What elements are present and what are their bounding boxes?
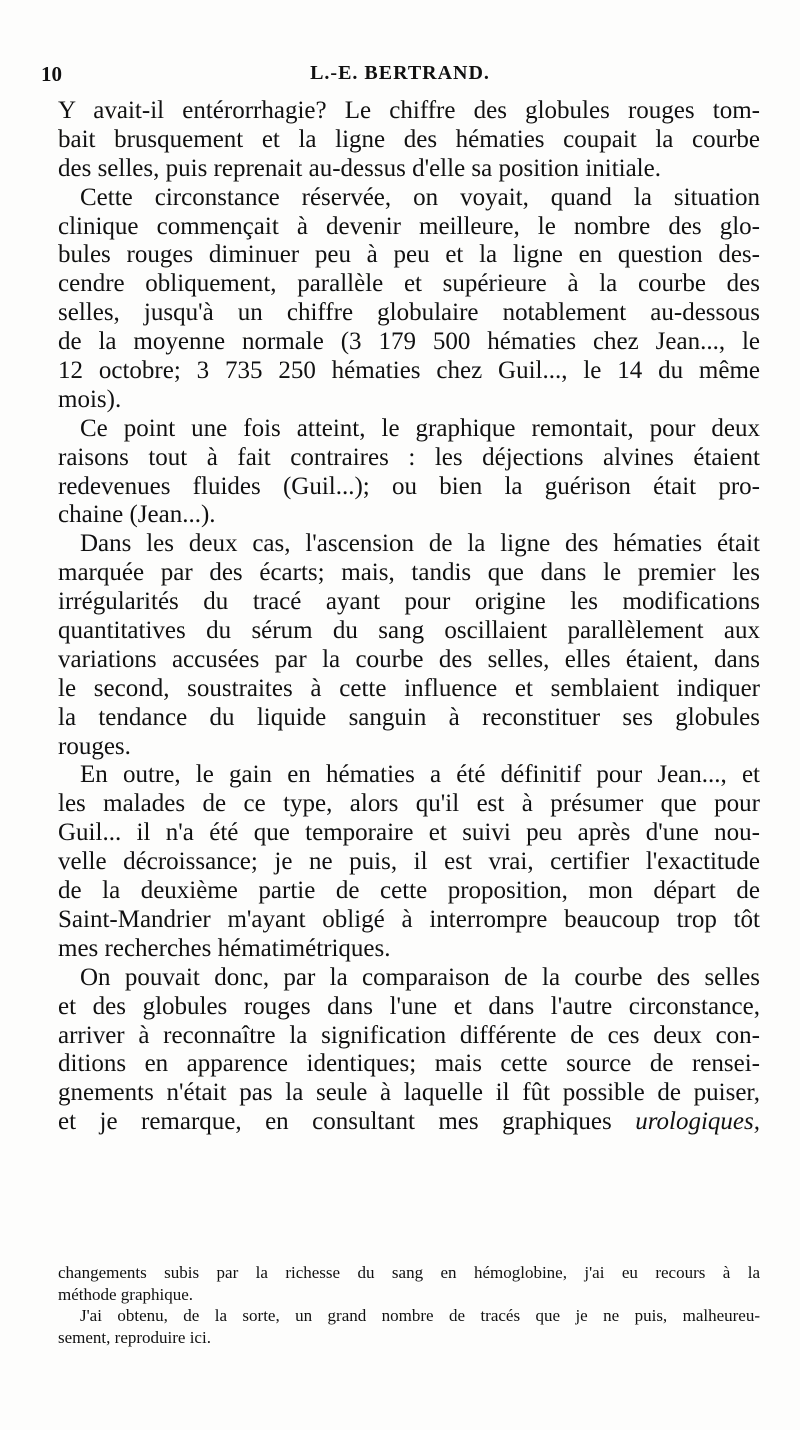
text-line: chaine (Jean...). (58, 501, 216, 529)
footnote-line: méthode graphique. (58, 1284, 194, 1304)
running-head: L.-E. BERTRAND. (310, 62, 490, 84)
text-line: irrégularités du tracé ayant pour origine les modifications (58, 588, 760, 616)
text-line: les malades de ce type, alors qu'il est à présumer que pour (58, 790, 760, 818)
text-line: selles, jusqu'à un chiffre globulaire notablement au-dessous (58, 299, 760, 327)
footnote-line: sement, reproduire ici. (58, 1327, 211, 1347)
text-line: cendre obliquement, parallèle et supérieure à la courbe des (58, 270, 760, 298)
body-text (58, 97, 760, 1137)
text-line: Guil... il n'a été que temporaire et suivi peu après d'une nou- (58, 819, 760, 847)
page-number: 10 (41, 62, 62, 86)
text-line: Cette circonstance réservée, on voyait, quand la situation (80, 183, 760, 211)
text-line: Ce point une fois atteint, le graphique remontait, pour deux (80, 414, 760, 442)
text-line: des selles, puis reprenait au-dessus d'elle sa position initiale. (58, 154, 661, 182)
text-line: la tendance du liquide sanguin à reconstituer ses globules (58, 703, 760, 731)
text-line: bules rouges diminuer peu à peu et la ligne en question des- (58, 241, 760, 269)
text-line: marquée par des écarts; mais, tandis que dans le premier les (58, 559, 760, 587)
text-line: variations accusées par la courbe des selles, elles étaient, dans (58, 645, 760, 673)
text-line: clinique commençait à devenir meilleure, le nombre des glo- (58, 212, 760, 240)
text-line: raisons tout à fait contraires : les déjections alvines étaient (58, 443, 760, 471)
text-line: velle décroissance; je ne puis, il est vrai, certifier l'exactitude (58, 848, 760, 876)
footnotes (58, 1262, 760, 1348)
text-line: quantitatives du sérum du sang oscillaient parallèlement aux (58, 617, 760, 645)
text-line: arriver à reconnaître la signification différente de ces deux con- (58, 1021, 760, 1049)
text-line: gnements n'était pas la seule à laquelle il fût possible de puiser, (58, 1079, 760, 1107)
text-line: Saint-Mandrier m'ayant obligé à interrompre beaucoup trop tôt (58, 905, 760, 933)
text-line: mois). (58, 385, 122, 413)
text-line: mes recherches hématimétriques. (58, 934, 391, 962)
text-line: En outre, le gain en hématies a été définitif pour Jean..., et (80, 761, 760, 789)
footnote-line: J'ai obtenu, de la sorte, un grand nombre de tracés que je ne puis, malheureu- (80, 1306, 760, 1325)
footnote-line: changements subis par la richesse du sang en hémoglobine, j'ai eu recours à la (58, 1263, 760, 1282)
text-line: redevenues fluides (Guil...); ou bien la guérison était pro- (58, 472, 760, 500)
text-line: Dans les deux cas, l'ascension de la ligne des hématies était (80, 530, 760, 558)
text-line: 12 octobre; 3 735 250 hématies chez Guil..., le 14 du même (58, 357, 760, 385)
text-line: et des globules rouges dans l'une et dans l'autre circonstance, (58, 992, 760, 1020)
text-line: rouges. (58, 732, 131, 760)
text-line: On pouvait donc, par la comparaison de la courbe des selles (80, 963, 760, 991)
text-line: le second, soustraites à cette influence et semblaient indiquer (58, 674, 760, 702)
text-line: Y avait-il entérorrhagie? Le chiffre des globules rouges tom- (58, 97, 760, 124)
text-line: et je remarque, en consultant mes graphiques urologiques, (58, 1108, 760, 1136)
text-line: bait brusquement et la ligne des hématies coupait la courbe (58, 125, 760, 153)
text-line: ditions en apparence identiques; mais cette source de rensei- (58, 1050, 760, 1078)
text-line: de la deuxième partie de cette proposition, mon départ de (58, 877, 760, 905)
text-line: de la moyenne normale (3 179 500 hématies chez Jean..., le (58, 328, 760, 356)
